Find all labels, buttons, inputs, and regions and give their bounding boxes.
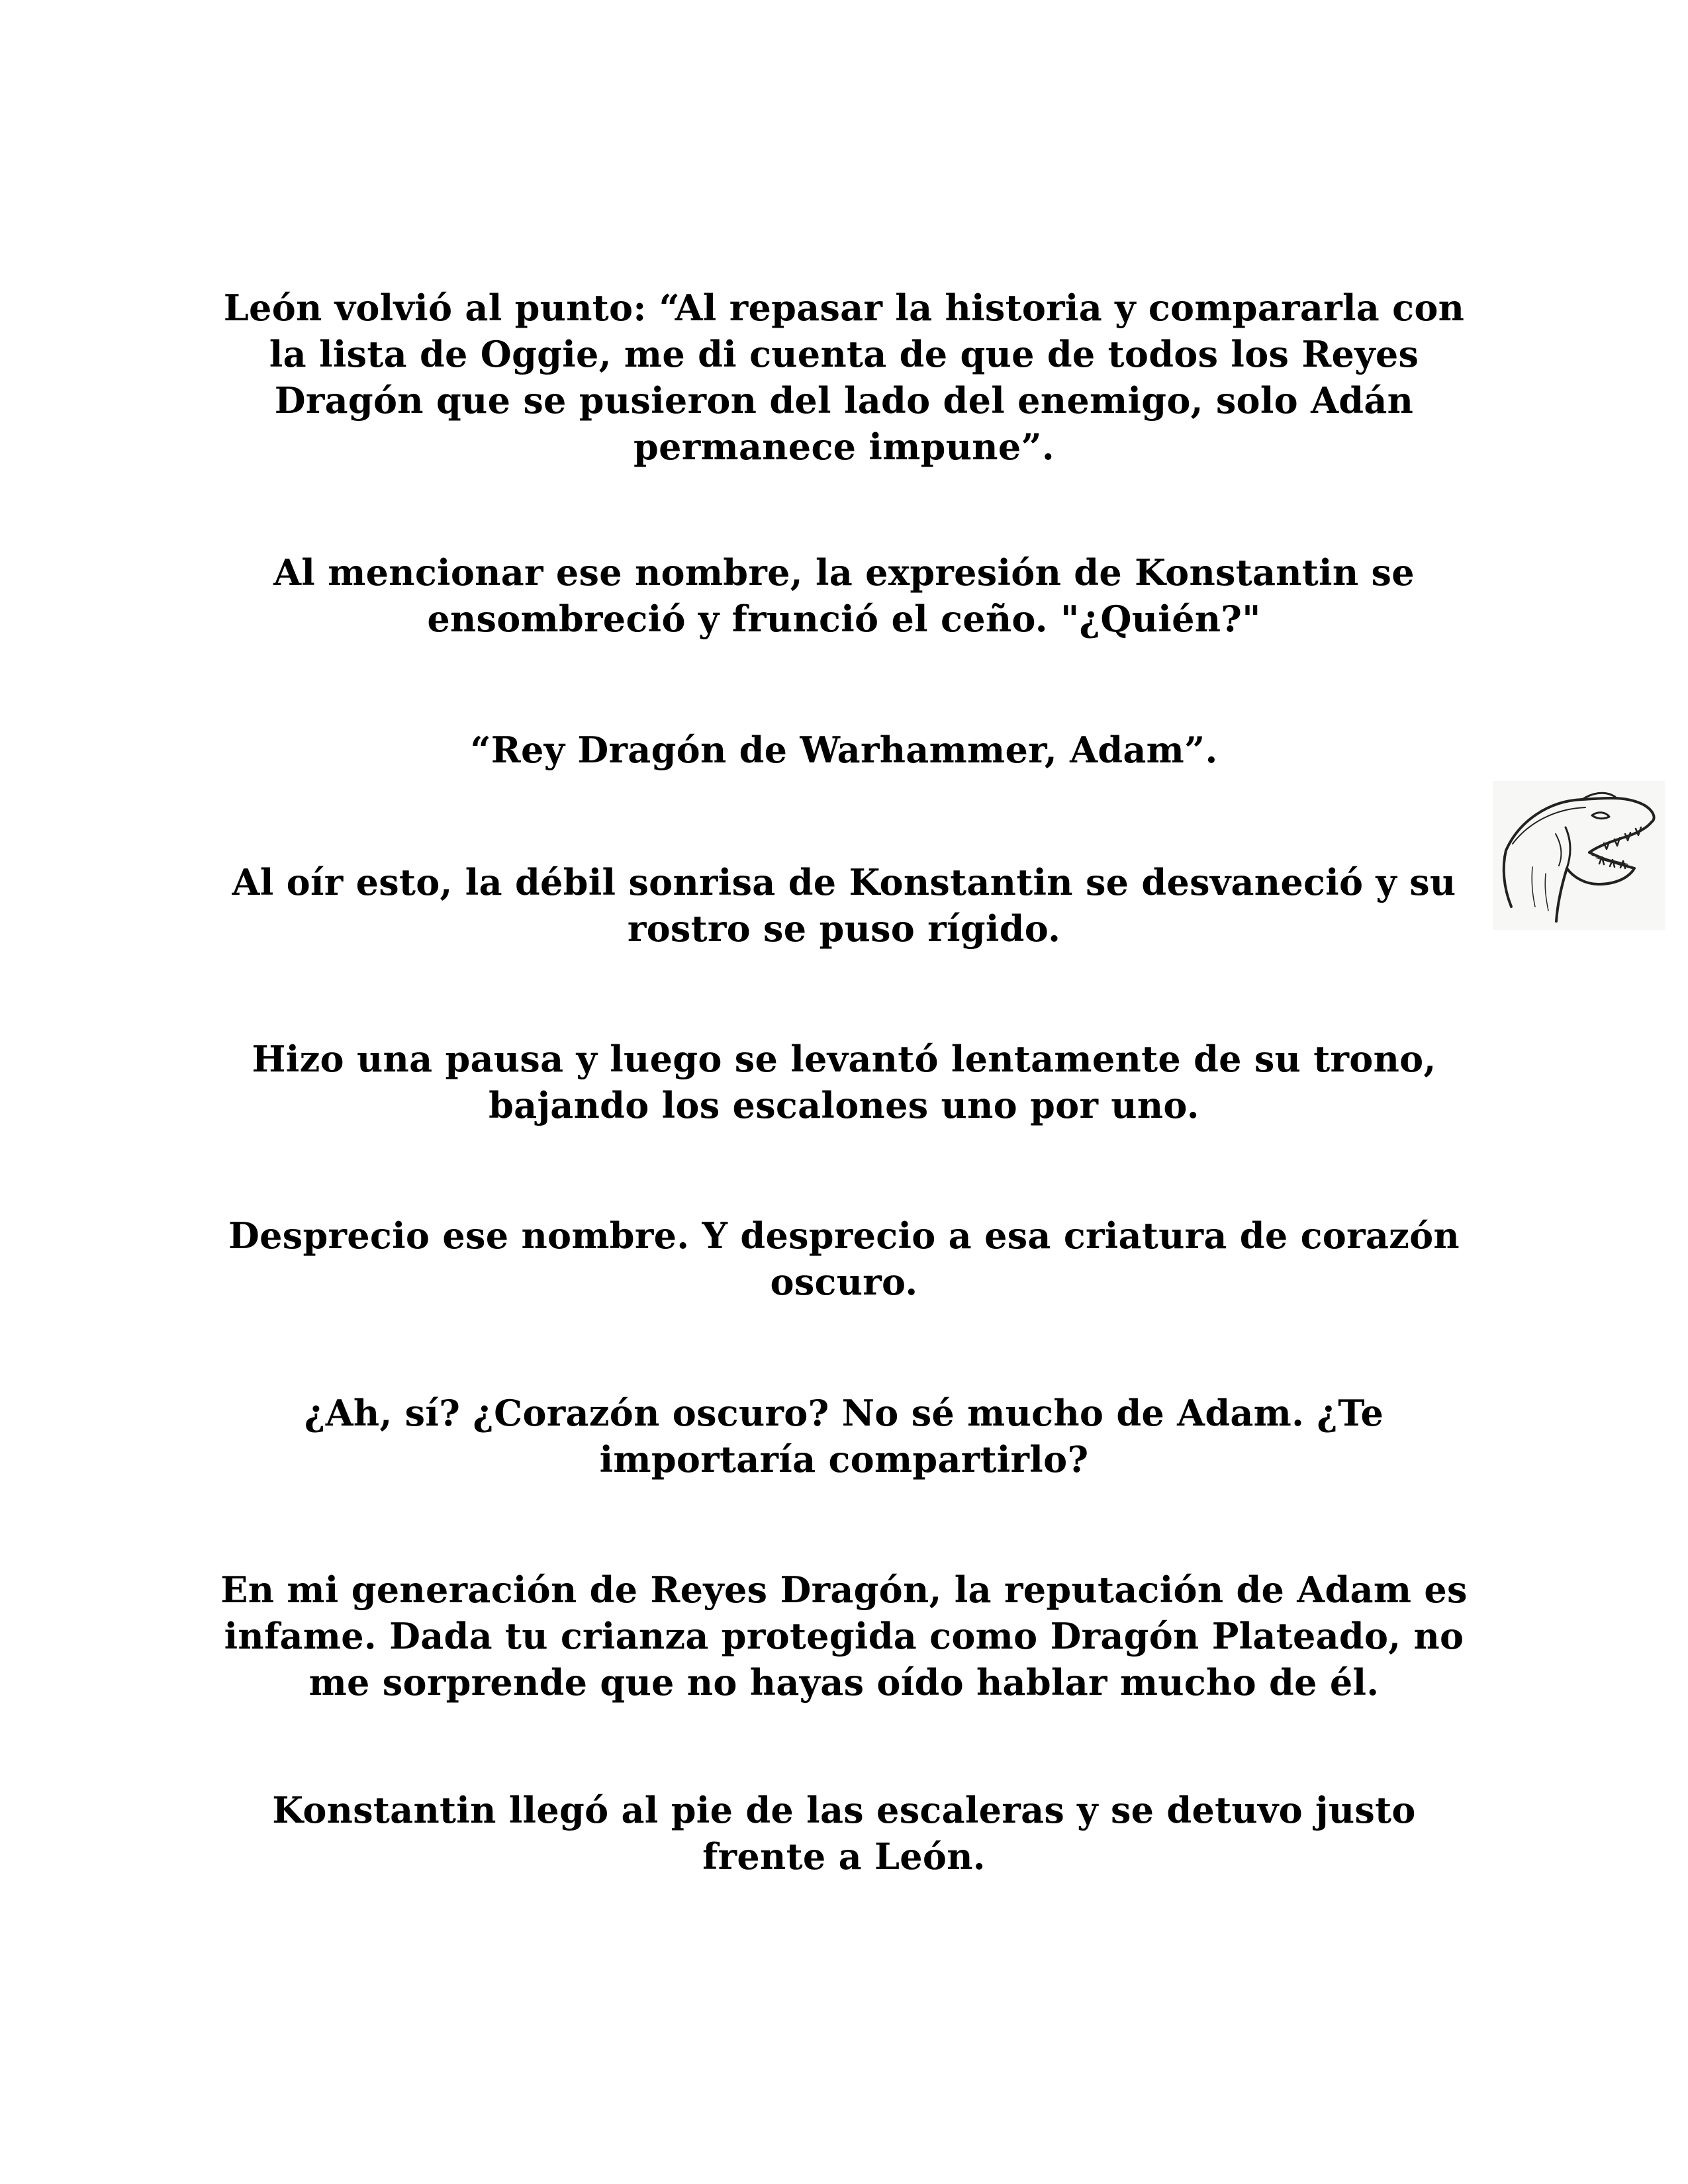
paragraph-3: “Rey Dragón de Warhammer, Adam”.: [470, 729, 1218, 771]
paragraph-5: Hizo una pausa y luego se levantó lentamente de su trono, bajando los escalones uno por uno.: [252, 1038, 1436, 1126]
paragraph-7: ¿Ah, sí? ¿Corazón oscuro? No sé mucho de Adam. ¿Te importaría compartirlo?: [304, 1392, 1384, 1480]
paragraph-9: Konstantin llegó al pie de las escaleras y se detuvo justo frente a León.: [272, 1789, 1416, 1878]
dragon-sketch-icon: [1493, 781, 1665, 930]
paragraph-2: Al mencionar ese nombre, la expresión de Konstantin se ensombreció y frunció el ceño. "¿Quién?": [273, 551, 1415, 640]
paragraph-6: Desprecio ese nombre. Y desprecio a esa criatura de corazón oscuro.: [228, 1214, 1460, 1303]
paragraph-4: Al oír esto, la débil sonrisa de Konstantin se desvaneció y su rostro se puso rígido.: [232, 861, 1456, 950]
paragraph-8: En mi generación de Reyes Dragón, la reputación de Adam es infame. Dada tu crianza protegida como Dragón Plateado, no me sorprende que no hayas oído hablar mucho de él.: [220, 1569, 1468, 1704]
paragraph-1: León volvió al punto: “Al repasar la historia y compararla con la lista de Oggie, me di cuenta de que de todos los Reyes Dragón que se pusieron del lado del enemigo, solo Adán permanece impune”.: [223, 287, 1465, 468]
